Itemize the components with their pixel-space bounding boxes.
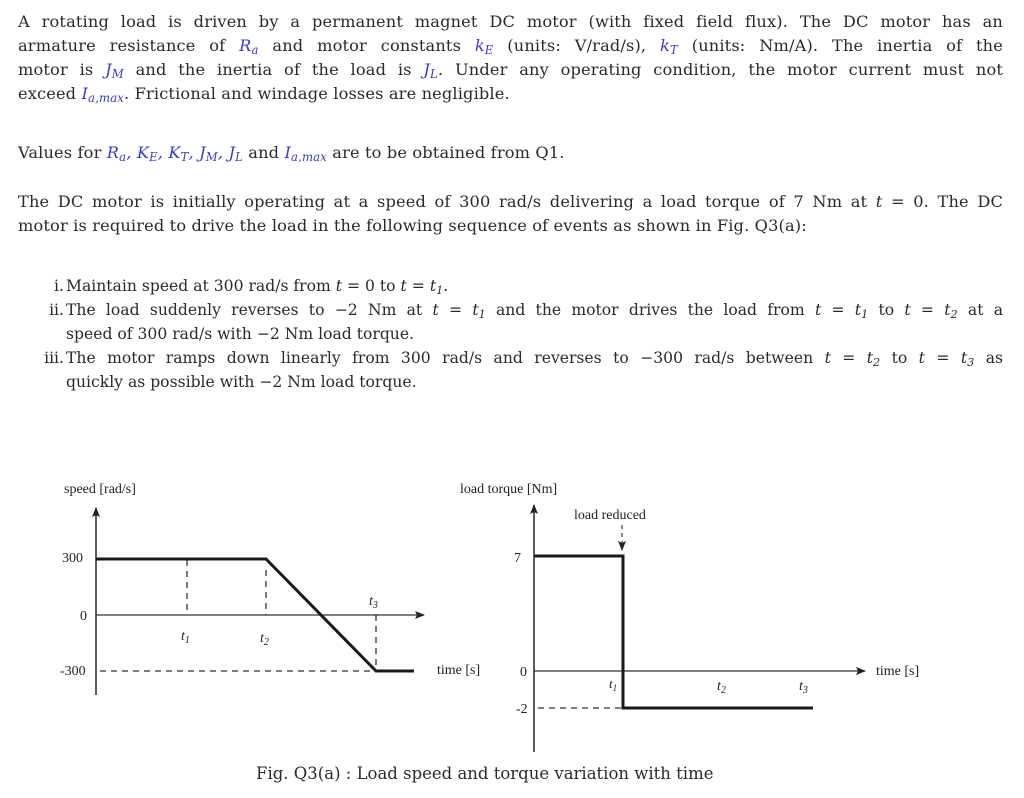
label-t1: $t_1$ [181,629,190,646]
label-t3: $t_3$ [369,594,378,611]
item-text: Maintain speed at 300 rad/s from t = 0 to $t = t_1$. [66,277,449,297]
label-t2: $t_2$ [260,631,269,648]
item-number: ii. [49,301,64,319]
var-kt: $K_T$ [168,143,189,164]
var-jl: $J_L$ [423,60,438,81]
tick-0: 0 [80,609,87,624]
statement-line-3: motor is $J_M$ and the inertia of the load is $J_L$. Under any operating condition, the motor current must not [18,60,1003,81]
condition-line-2: motor is required to drive the load in the following sequence of events as shown in Fig. Q3(a): [18,216,807,235]
text: (units: Nm/A). The inertia of the [677,36,1003,55]
label-t1: $t_1$ [609,676,618,693]
tick-0: 0 [520,665,527,680]
item-number: iii. [44,349,64,367]
item-text-cont: speed of 300 rad/s with −2 Nm load torque. [66,325,415,343]
var-jm: $J_M$ [199,143,218,164]
values-note [18,141,1003,165]
var-kt: $k_T$ [660,36,678,57]
text: (units: V/rad/s), [493,36,661,55]
list-item [18,346,1003,394]
tick-neg2: -2 [516,702,528,717]
speed-axis-label: speed [rad/s] [64,482,136,497]
left-time-label: time [s] [437,663,481,678]
item-text: The load suddenly reverses to −2 Nm at $t = t_1$ and the motor drives the load from $t = t_1$ to $t = t_2$ at a [66,301,1004,321]
var-jm: $J_M$ [105,60,124,81]
list-item [18,274,1003,298]
label-t3: $t_3$ [799,679,808,696]
figure-caption: Fig. Q3(a) : Load speed and torque variation with time [256,764,714,783]
tick-7: 7 [514,551,521,566]
initial-condition [18,190,1003,238]
text: and motor constants [258,36,475,55]
problem-statement [18,10,1003,106]
item-text-cont: quickly as possible with −2 Nm load torque. [66,373,417,391]
event-sequence-list [18,274,1003,394]
var-ra: $R_a$ [239,36,259,57]
statement-line-4: exceed $I_{a,max}$. Frictional and windage losses are negligible. [18,84,510,105]
torque-trace [534,556,813,708]
tick-300: 300 [62,551,83,566]
speed-time-plot [0,470,470,730]
torque-axis-label: load torque [Nm] [460,482,558,497]
var-jl: $J_L$ [228,143,243,164]
item-text: The motor ramps down linearly from 300 rad/s and reverses to −300 rad/s between $t = t_2$ to $t = t_3$ as [66,349,1003,369]
statement-line-2 [18,34,1003,58]
torque-time-plot [430,470,950,760]
list-item [18,298,1003,346]
var-ke: $k_E$ [474,36,494,57]
item-number: i. [54,277,64,295]
var-iamax: $I_{a,max}$ [284,143,327,164]
var-ra: $R_a$ [106,143,127,164]
values-line: Values for $R_a$, $K_E$, $K_T$, $J_M$, $J_L$ and $I_{a,max}$ are to be obtained from Q1. [18,143,565,164]
text: armature resistance of [18,36,240,55]
statement-line-1: A rotating load is driven by a permanent magnet DC motor (with fixed field flux). The DC motor has an [18,12,1003,31]
label-t2: $t_2$ [717,679,726,696]
var-ke: $K_E$ [136,143,158,164]
right-time-label: time [s] [876,664,920,679]
load-reduced-annotation: load reduced [574,508,646,523]
tick-neg300: -300 [60,664,86,679]
condition-line-1: The DC motor is initially operating at a speed of 300 rad/s delivering a load torque of 7 Nm at t = 0. The DC [18,192,1003,211]
var-iamax: $I_{a,max}$ [81,84,125,105]
